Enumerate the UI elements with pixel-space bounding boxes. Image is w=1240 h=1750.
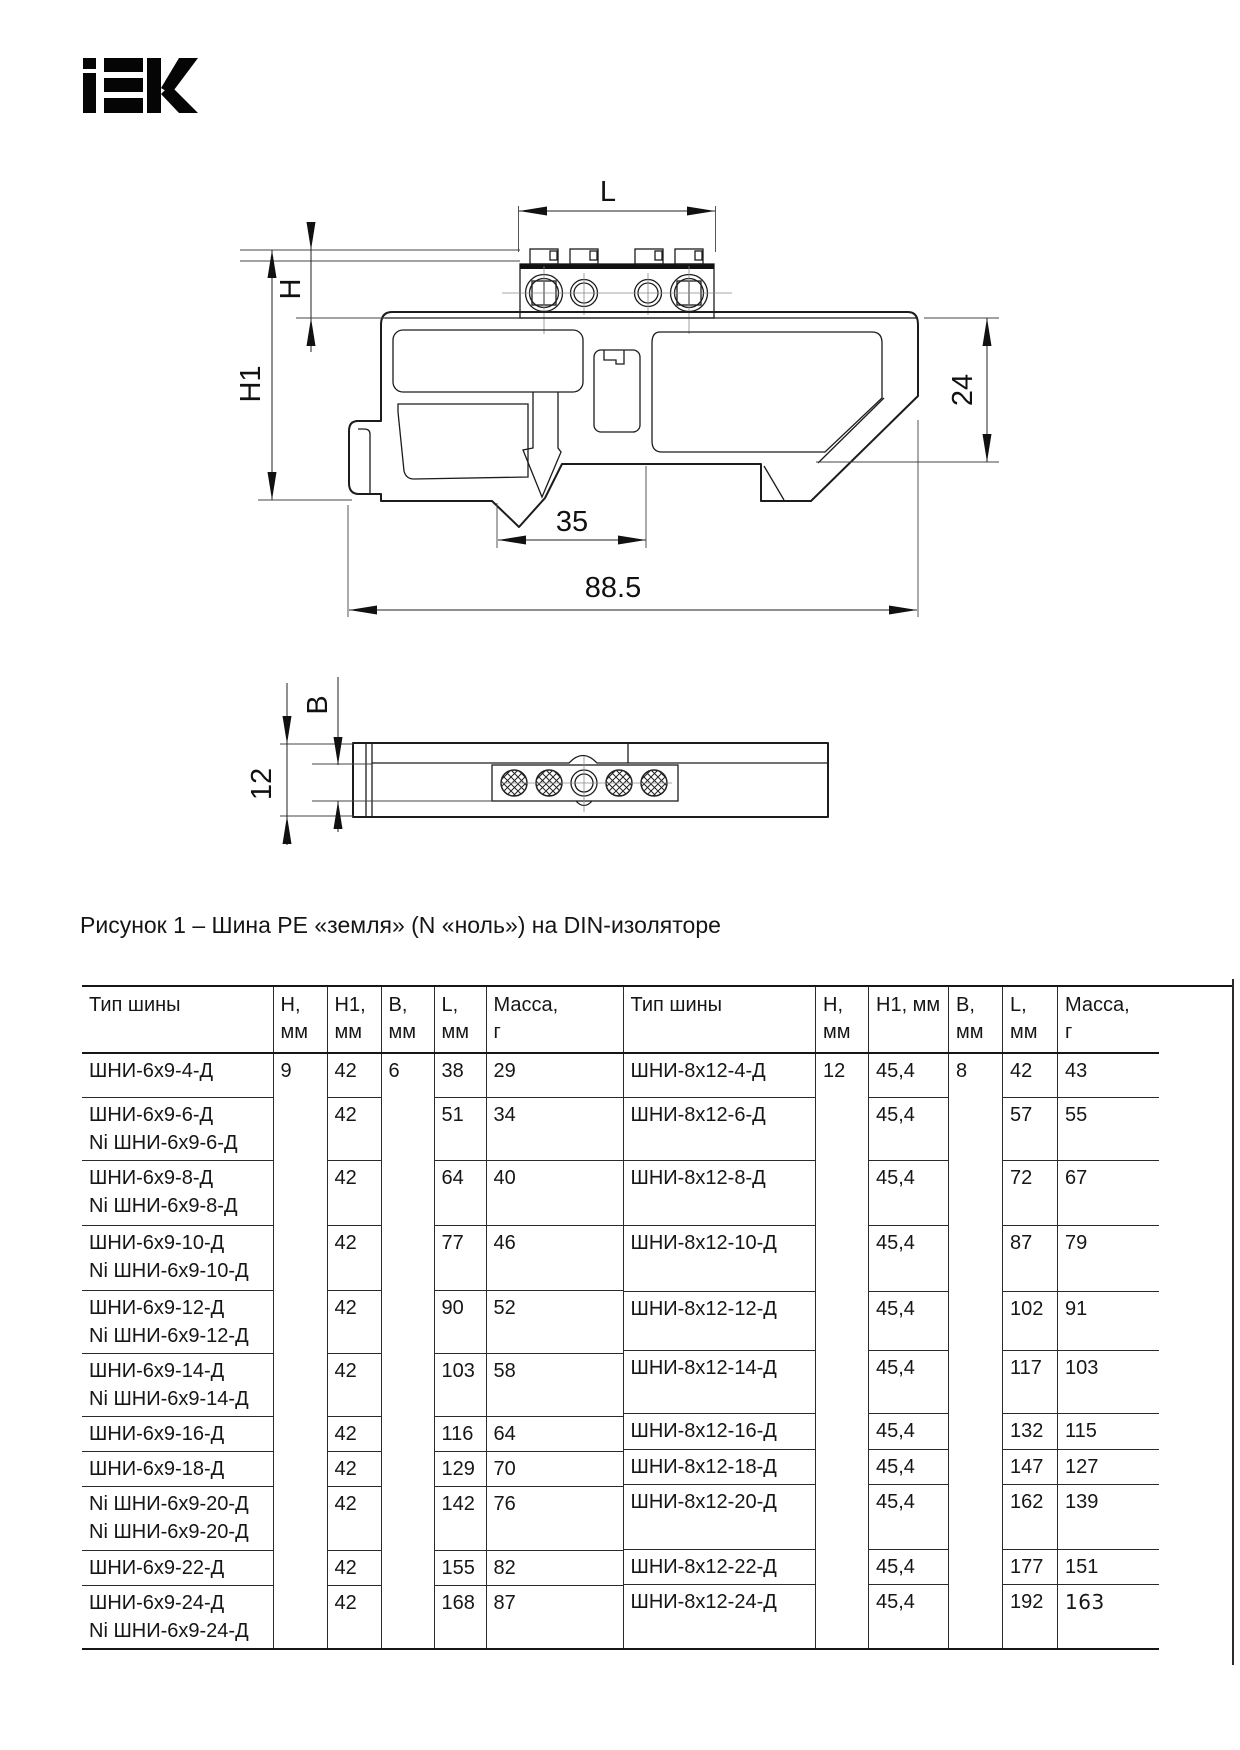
h1-value: 45,4 [869, 1053, 949, 1097]
l-value: 42 [1003, 1053, 1058, 1097]
h1-value: 45,4 [869, 1449, 949, 1484]
mass-value: 58 [486, 1353, 623, 1416]
dim-H1: H1 [235, 365, 267, 403]
table-row [82, 1550, 623, 1585]
table-row [624, 1350, 1159, 1414]
l-value: 116 [434, 1416, 486, 1451]
spec-table-right [624, 985, 1159, 1650]
mass-value: 139 [1058, 1485, 1159, 1550]
bus-type: ШНИ-6х9-8-Д Ni ШНИ-6х9-8-Д [82, 1160, 273, 1225]
h1-value: 45,4 [869, 1350, 949, 1414]
h1-value: 42 [327, 1053, 381, 1097]
bus-type: ШНИ-6х9-6-Д Ni ШНИ-6х9-6-Д [82, 1097, 273, 1160]
h-value: 9 [273, 1053, 327, 1649]
h1-value: 45,4 [869, 1097, 949, 1160]
h1-value: 45,4 [869, 1226, 949, 1292]
dim-35: 35 [555, 506, 589, 538]
bus-type: ШНИ-6х9-12-Д Ni ШНИ-6х9-12-Д [82, 1290, 273, 1353]
h1-value: 42 [327, 1225, 381, 1290]
mass-value: 91 [1058, 1292, 1159, 1351]
dim-B: B [302, 695, 334, 715]
table-row [82, 1416, 623, 1451]
l-value: 132 [1003, 1414, 1058, 1449]
bus-type: ШНИ-6х9-14-Д Ni ШНИ-6х9-14-Д [82, 1353, 273, 1416]
l-value: 162 [1003, 1485, 1058, 1550]
col-b: B, мм [949, 986, 1003, 1053]
table-row [624, 1414, 1159, 1449]
table-row [624, 1585, 1159, 1649]
bus-type: ШНИ-8х12-6-Д [624, 1097, 816, 1160]
col-l: L, мм [434, 986, 486, 1053]
dim-12: 12 [246, 767, 278, 801]
mass-value: 79 [1058, 1226, 1159, 1292]
mass-value: 55 [1058, 1097, 1159, 1160]
bus-type: ШНИ-6х9-22-Д [82, 1550, 273, 1585]
h1-value: 42 [327, 1451, 381, 1486]
col-type: Тип шины [82, 986, 273, 1053]
bus-type: ШНИ-8х12-24-Д [624, 1585, 816, 1649]
table-row [82, 1451, 623, 1486]
mass-value: 82 [486, 1550, 623, 1585]
mass-value: 40 [486, 1160, 623, 1225]
l-value: 155 [434, 1550, 486, 1585]
h1-value: 42 [327, 1585, 381, 1649]
l-value: 72 [1003, 1160, 1058, 1226]
bus-type: ШНИ-8х12-14-Д [624, 1350, 816, 1414]
col-type: Тип шины [624, 986, 816, 1053]
spec-table-left [82, 985, 624, 1650]
col-b: B, мм [381, 986, 434, 1053]
l-value: 51 [434, 1097, 486, 1160]
table-row [82, 1585, 623, 1649]
figure-caption: Рисунок 1 – Шина PE «земля» (N «ноль») на DIN-изоляторе [80, 912, 721, 938]
dim-88-5: 88.5 [584, 572, 642, 604]
header-row [82, 986, 623, 1053]
table-row [82, 1097, 623, 1160]
l-value: 168 [434, 1585, 486, 1649]
h1-value: 42 [327, 1416, 381, 1451]
bus-type: ШНИ-8х12-8-Д [624, 1160, 816, 1226]
mass-value: 115 [1058, 1414, 1159, 1449]
bus-type: ШНИ-6х9-10-Д Ni ШНИ-6х9-10-Д [82, 1225, 273, 1290]
table-row [82, 1225, 623, 1290]
l-value: 142 [434, 1486, 486, 1550]
mass-value: 151 [1058, 1549, 1159, 1584]
side-view [235, 176, 999, 617]
page-right-rule [1232, 979, 1234, 1665]
l-value: 147 [1003, 1449, 1058, 1484]
l-value: 38 [434, 1053, 486, 1097]
col-mass: Масса, г [1058, 986, 1159, 1053]
mass-value: 103 [1058, 1350, 1159, 1414]
mass-value: 76 [486, 1486, 623, 1550]
mass-value: 34 [486, 1097, 623, 1160]
bus-type: ШНИ-8х12-18-Д [624, 1449, 816, 1484]
col-h1: H1, мм [869, 986, 949, 1053]
bus-type: ШНИ-6х9-4-Д [82, 1053, 273, 1097]
l-value: 129 [434, 1451, 486, 1486]
table-row [624, 1485, 1159, 1550]
bus-type: ШНИ-8х12-12-Д [624, 1292, 816, 1351]
dim-H: H [275, 278, 307, 300]
col-h: H, мм [273, 986, 327, 1053]
h1-value: 45,4 [869, 1160, 949, 1226]
col-mass: Масса, г [486, 986, 623, 1053]
table-row [82, 1290, 623, 1353]
table-row [624, 1292, 1159, 1351]
mass-value: 46 [486, 1225, 623, 1290]
h1-value: 42 [327, 1097, 381, 1160]
h1-value: 42 [327, 1550, 381, 1585]
h1-value: 45,4 [869, 1549, 949, 1584]
mass-value: 70 [486, 1451, 623, 1486]
col-h: H, мм [816, 986, 869, 1053]
mass-value: 163 [1058, 1585, 1159, 1649]
l-value: 102 [1003, 1292, 1058, 1351]
h1-value: 42 [327, 1290, 381, 1353]
header-row [624, 986, 1159, 1053]
table-row [82, 1160, 623, 1225]
bus-type: Ni ШНИ-6х9-20-Д Ni ШНИ-6х9-20-Д [82, 1486, 273, 1550]
table-row [624, 1053, 1159, 1097]
l-value: 87 [1003, 1226, 1058, 1292]
table-row [82, 1053, 623, 1097]
l-value: 177 [1003, 1549, 1058, 1584]
mass-value: 29 [486, 1053, 623, 1097]
iek-logo [83, 58, 198, 113]
table-row [624, 1549, 1159, 1584]
l-value: 77 [434, 1225, 486, 1290]
mass-value: 52 [486, 1290, 623, 1353]
dim-L: L [599, 176, 617, 208]
table-top-border-extension [1158, 985, 1234, 987]
table-row [624, 1097, 1159, 1160]
mass-value: 67 [1058, 1160, 1159, 1226]
mass-value: 64 [486, 1416, 623, 1451]
bus-type: ШНИ-8х12-10-Д [624, 1226, 816, 1292]
bus-type: ШНИ-6х9-16-Д [82, 1416, 273, 1451]
bus-type: ШНИ-8х12-4-Д [624, 1053, 816, 1097]
h1-value: 45,4 [869, 1292, 949, 1351]
l-value: 117 [1003, 1350, 1058, 1414]
h1-value: 45,4 [869, 1485, 949, 1550]
h1-value: 42 [327, 1160, 381, 1225]
table-row [624, 1226, 1159, 1292]
h1-value: 45,4 [869, 1414, 949, 1449]
mass-value: 43 [1058, 1053, 1159, 1097]
mass-value: 87 [486, 1585, 623, 1649]
l-value: 103 [434, 1353, 486, 1416]
l-value: 192 [1003, 1585, 1058, 1649]
dim-24: 24 [947, 373, 979, 407]
h-value: 12 [816, 1053, 869, 1649]
bus-type: ШНИ-8х12-20-Д [624, 1485, 816, 1550]
mass-value: 127 [1058, 1449, 1159, 1484]
h1-value: 45,4 [869, 1585, 949, 1649]
table-row [624, 1449, 1159, 1484]
bottom-view [246, 677, 828, 845]
terminal-notches [530, 249, 703, 264]
table-row [82, 1486, 623, 1550]
spec-table [82, 985, 1159, 1650]
b-value: 6 [381, 1053, 434, 1649]
l-value: 64 [434, 1160, 486, 1225]
bus-type: ШНИ-6х9-24-Д Ni ШНИ-6х9-24-Д [82, 1585, 273, 1649]
col-h1: H1, мм [327, 986, 381, 1053]
bus-type: ШНИ-6х9-18-Д [82, 1451, 273, 1486]
b-value: 8 [949, 1053, 1003, 1649]
table-row [624, 1160, 1159, 1226]
h1-value: 42 [327, 1486, 381, 1550]
bus-type: ШНИ-8х12-16-Д [624, 1414, 816, 1449]
h1-value: 42 [327, 1353, 381, 1416]
bus-type: ШНИ-8х12-22-Д [624, 1549, 816, 1584]
l-value: 57 [1003, 1097, 1058, 1160]
l-value: 90 [434, 1290, 486, 1353]
table-row [82, 1353, 623, 1416]
insulator-body [349, 312, 918, 527]
col-l: L, мм [1003, 986, 1058, 1053]
